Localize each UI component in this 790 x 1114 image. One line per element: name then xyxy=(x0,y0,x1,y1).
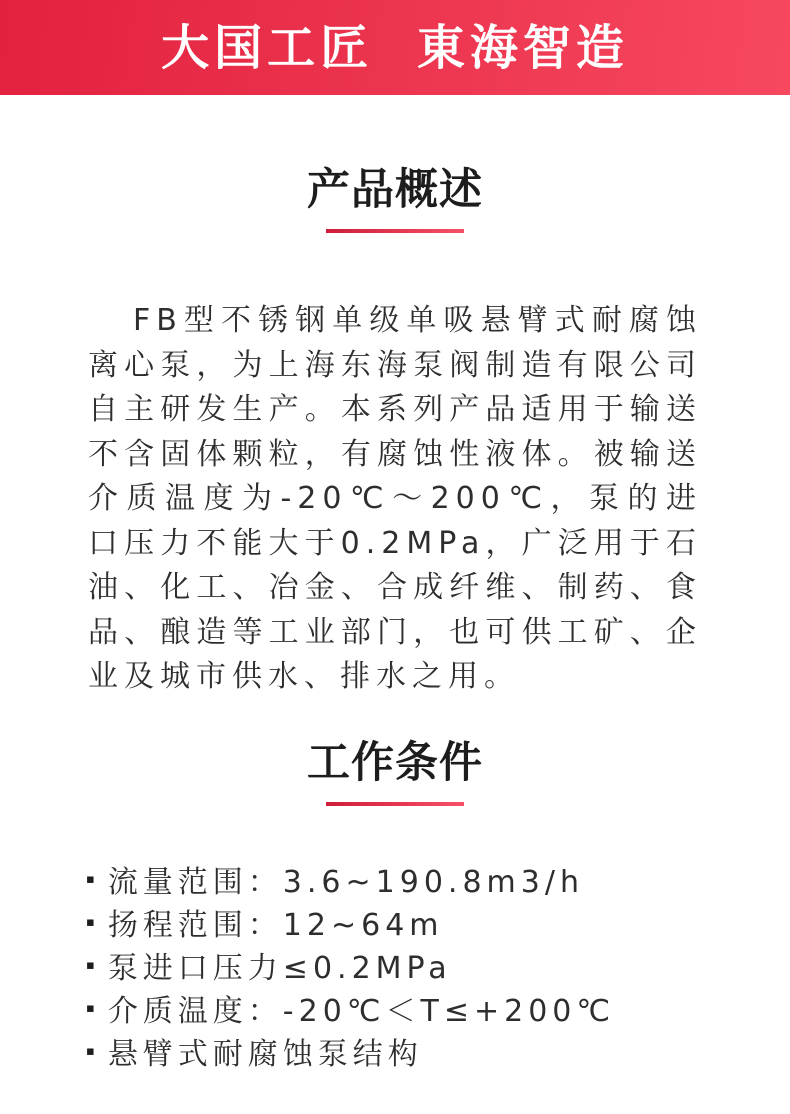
overview-section-title: 产品概述 xyxy=(307,165,483,215)
overview-paragraph: FB型不锈钢单级单吸悬臂式耐腐蚀离心泵，为上海东海泵阀制造有限公司自主研发生产。本系列产品适用于输送不含固体颗粒，有腐蚀性液体。被输送介质温度为-20℃～200℃，泵的进口压力不能大于0.2MPa，广泛用于石油、化工、冶金、合成纤维、制药、食品、酿造等工业部门，也可供工矿、企业及城市供水、排水之用。 xyxy=(88,303,702,694)
list-item xyxy=(86,858,790,901)
bullet-icon: ▪ xyxy=(86,957,95,973)
conditions-title-underline xyxy=(326,802,464,806)
condition-inlet-pressure: 泵进口压力≤0.2MPa xyxy=(107,951,452,986)
conditions-section-title: 工作条件 xyxy=(307,737,483,788)
overview-title-underline xyxy=(326,229,464,233)
header-banner xyxy=(0,0,790,95)
bullet-icon: ▪ xyxy=(86,1000,95,1016)
condition-structure: 悬臂式耐腐蚀泵结构 xyxy=(107,1037,423,1072)
bullet-icon: ▪ xyxy=(86,914,95,930)
section-product-overview xyxy=(0,95,790,700)
banner-title: 大国工匠 東海智造 xyxy=(161,19,629,76)
bullet-icon: ▪ xyxy=(86,1043,95,1059)
list-item xyxy=(86,987,790,1030)
condition-medium-temperature: 介质温度：-20℃＜T≤+200℃ xyxy=(107,994,616,1029)
condition-flow-range: 流量范围：3.6~190.8m3/h xyxy=(107,865,584,900)
conditions-list xyxy=(86,858,790,1073)
section-working-conditions xyxy=(0,700,790,1073)
list-item xyxy=(86,1030,790,1073)
bullet-icon: ▪ xyxy=(86,871,95,887)
condition-head-range: 扬程范围：12~64m xyxy=(107,908,444,943)
list-item xyxy=(86,944,790,987)
list-item xyxy=(86,901,790,944)
